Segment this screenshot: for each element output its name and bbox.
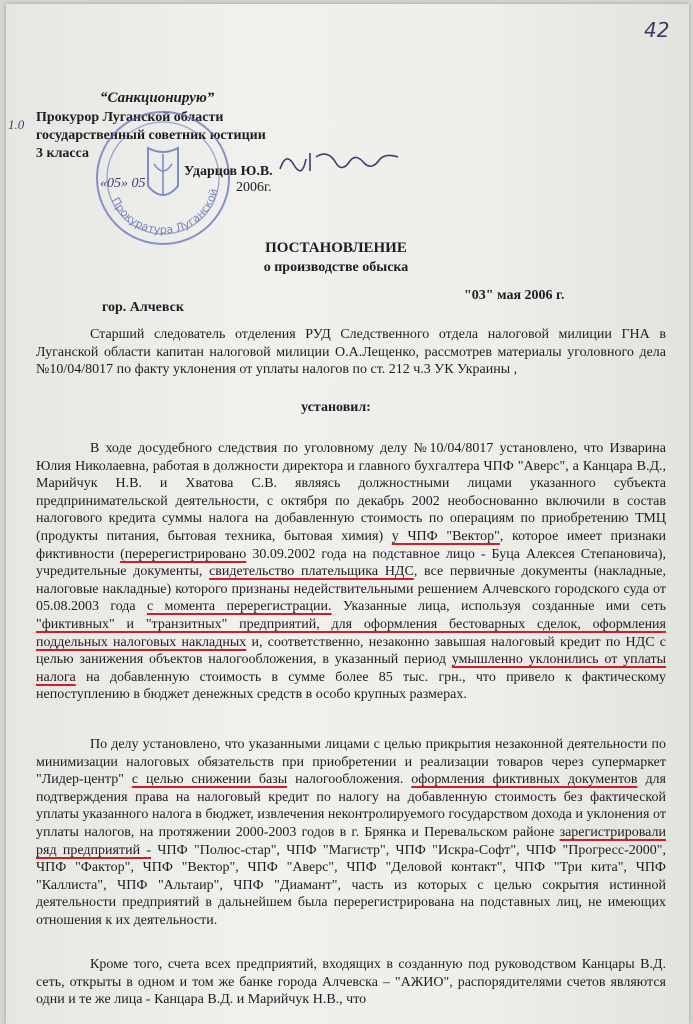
paragraph-2 <box>36 736 666 930</box>
signatory: Ударцов Ю.В. <box>184 164 273 179</box>
paragraph-1 <box>36 440 666 704</box>
p1-text-e: Указанные лица, используя созданные ими сеть <box>342 599 666 615</box>
p1-underline-3: свидетельство плательщика НДС <box>209 564 414 580</box>
p1-text-f: и, соответственно, незаконно завышая налоговый кредит по НДС с целью занижения объектов налогообложения, в указанный период <box>36 634 667 668</box>
p1-underline-4: с момента перерегистрации. <box>146 599 332 615</box>
p1-text-d: , все первичные документы (накладные, налоговые накладные) которого признаны недействительными решением Алчевского городского суда от 05.08.2003 года <box>36 564 667 615</box>
p1-text-a: В ходе досудебного следствия по уголовному делу №10/04/8017 установлено, что Изварина Юлия Николаевна, работая в должности директора и главного бухгалтера ЧПФ "Аверс", а Канцара В.Д., Марийчук Н.В. и Хватова С.В. являясь должностными лицами указанного субъекта предпринимательской деятельности, с октября по декабрь 2002 необоснованно включили в состав налогового кредита суммы налога на добавленную стоимость по операциям по приобретению ТМЦ (продукты питания, бытовая техника, бытовая химия) <box>36 441 666 544</box>
margin-note: 1.0 <box>8 117 25 132</box>
date-handwritten: «05» 05 <box>100 176 146 191</box>
p2-underline-2: оформления фиктивных документов <box>411 772 638 788</box>
p1-underline-1: у ЧПФ "Вектор" <box>391 528 500 544</box>
p2-text-c: для подтверждения права на налоговый кредит по налогу на добавленную стоимость без фактической уплаты указанного налога в бюджет, извлечения неконтролируемого государством дохода и уклонения от уплаты налогов, на протяжении 2000-2003 годов в г. Брянка и Перевальском районе <box>36 772 666 840</box>
paragraph-3 <box>36 956 666 1009</box>
p2-text-b: налогообложения. <box>295 772 404 788</box>
p2-text-a: По делу установлено, что указанными лицами с целью прикрытия незаконной деятельности по минимизации налоговых обязательств при приобретении и реализации товаров через супермаркет "Лидер-центр" <box>36 737 666 788</box>
page-number: 42 <box>644 18 670 42</box>
p1-underline-5: "фиктивных" и "транзитных" предприятий, для оформления бестоварных сделок, оформления поддельных налоговых накладных <box>36 616 666 650</box>
p3-text: Кроме того, счета всех предприятий, входящих в созданную под руководством Канцары В.Д. сеть, открыты в одном и том же банке города Алчевска – "АЖИО", распорядителями счетов являются одни и те же лица - Канцара В.Д. и Марийчук Н.В., что <box>36 957 666 1008</box>
p1-underline-6: умышленно уклонились от уплаты налога <box>36 652 667 685</box>
approval-label: “Санкционирую” <box>100 90 215 106</box>
approval-line-2: государственный советник юстиции <box>36 128 266 143</box>
p2-text-d: ЧПФ "Полюс-стар", ЧПФ "Магистр", ЧПФ "Искра-Софт", ЧПФ "Прогресс-2000", ЧПФ "Фактор", ЧПФ "Вектор", ЧПФ "Аверс", ЧПФ "Деловой контакт", ЧПФ "Три кита", ЧПФ "Каллиста", ЧПФ "Альтаир", ЧПФ "Диамант", часть из которых с целью сокрытия истинной деятельности предприятий в дальнейшем была перерегистрирована на подставных лиц, не имеющих отношения к их деятельности. <box>36 842 666 928</box>
p2-underline-1: с целью снижении базы <box>131 772 288 788</box>
intro-text: Старший следователь отделения РУД Следственного отдела налоговой милиции ГНА в Луганской области капитан налоговой милиции О.А.Лещенко, рассмотрев материалы уголовного дела №10/04/8017 по факту уклонения от уплаты налогов по ст. 212 ч.3 УК Украины , <box>36 327 666 378</box>
intro-paragraph <box>36 326 666 379</box>
signature <box>276 147 401 177</box>
p2-underline-3: зарегистрировали ряд предприятий - <box>36 824 666 858</box>
document-date: "03" мая 2006 г. <box>464 288 565 303</box>
stamp-text: Прокуратура Луганской <box>108 187 221 237</box>
approval-year: 2006г. <box>236 180 272 195</box>
approval-line-3: 3 класса <box>36 146 90 161</box>
document-place: гор. Алчевск <box>102 300 184 315</box>
p1-underline-2: (перерегистрировано <box>120 546 247 562</box>
document-title: ПОСТАНОВЛЕНИЕ <box>265 240 407 256</box>
document-page <box>6 4 689 1024</box>
p1-text-b: , которое имеет признаки фиктивности <box>36 528 666 562</box>
document-subtitle: о производстве обыска <box>263 260 409 275</box>
established-heading: установил: <box>301 400 371 415</box>
approval-line-1: Прокурор Луганской области <box>36 110 224 125</box>
p1-text-c: 30.09.2002 года на подставное лицо - Буца Алексея Степановича), учредительные документы, <box>36 546 667 580</box>
p1-text-g: на добавленную стоимость в сумме более 85 тыс. грн., что привело к фактическому непоступлению в бюджет денежных средств в особо крупных размерах. <box>36 669 667 703</box>
